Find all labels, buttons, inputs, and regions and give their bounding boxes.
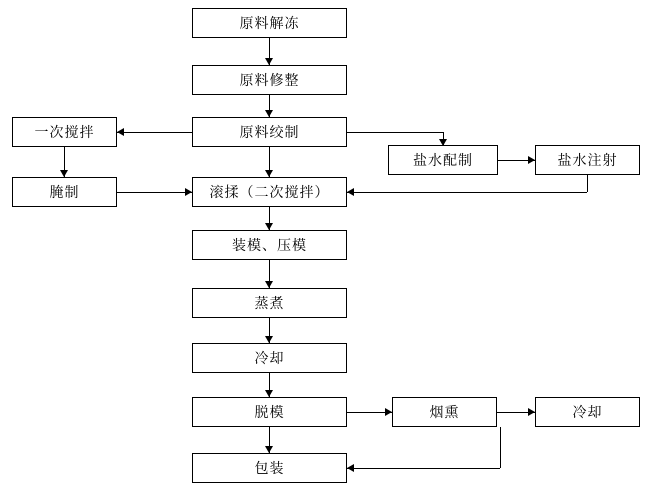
arrowhead-cooling-to-demolding <box>265 390 273 397</box>
arrowhead-grind-to-tumbling <box>265 170 273 177</box>
node-label: 腌制 <box>49 185 80 201</box>
node-first-mixing <box>12 117 117 147</box>
edge-brine-injection-to-tumbling <box>347 192 587 193</box>
node-label: 蒸煮 <box>254 296 285 312</box>
edge-curing-to-tumbling <box>117 192 192 193</box>
arrowhead-grind-to-first-mixing <box>117 128 124 136</box>
node-tumbling <box>192 177 347 207</box>
node-label: 包装 <box>254 461 285 477</box>
arrowhead-thaw-to-trim <box>265 58 273 65</box>
node-smoking <box>392 397 497 427</box>
edge-grind-to-first-mixing <box>117 132 192 133</box>
node-label: 原料解冻 <box>239 16 300 32</box>
arrowhead-demolding-to-packaging <box>265 446 273 453</box>
arrowhead-cooling2-to-packaging <box>347 464 354 472</box>
arrowhead-brine-prep-to-injection <box>528 156 535 164</box>
node-label: 盐水注射 <box>557 153 618 169</box>
node-curing <box>12 177 117 207</box>
node-label: 烟熏 <box>429 405 460 421</box>
node-thaw <box>192 8 347 38</box>
arrowhead-cooking-to-cooling <box>265 336 273 343</box>
arrowhead-trim-to-grind <box>265 110 273 117</box>
node-packaging <box>192 453 347 483</box>
edge-grind-to-brine-prep-horizontal <box>347 132 443 133</box>
arrowhead-demolding-to-smoking <box>385 408 392 416</box>
node-label: 原料修整 <box>239 73 300 89</box>
node-label: 冷却 <box>572 405 603 421</box>
node-brine-preparation <box>388 145 498 175</box>
node-grind <box>192 117 347 147</box>
arrowhead-molding-to-cooking <box>265 281 273 288</box>
node-label: 装模、压模 <box>232 238 307 254</box>
node-label: 冷却 <box>254 351 285 367</box>
edge-brine-injection-down <box>587 175 588 192</box>
node-cooking <box>192 288 347 318</box>
node-cooling-second <box>535 397 640 427</box>
edge-cooling2-to-packaging <box>347 468 500 469</box>
node-label: 一次搅拌 <box>34 125 95 141</box>
node-molding <box>192 230 347 260</box>
node-label: 盐水配制 <box>413 153 473 169</box>
node-brine-injection <box>535 145 640 175</box>
arrowhead-tumbling-to-molding <box>265 223 273 230</box>
arrowhead-brine-injection-to-tumbling <box>347 188 354 196</box>
node-label: 滚揉（二次搅拌） <box>209 185 330 201</box>
node-label: 原料绞制 <box>239 125 300 141</box>
node-label: 脱模 <box>254 405 285 421</box>
arrowhead-first-mixing-to-curing <box>60 170 68 177</box>
arrowhead-curing-to-tumbling <box>185 188 192 196</box>
arrowhead-smoking-to-cooling2 <box>528 408 535 416</box>
edge-cooling2-down <box>500 427 501 468</box>
node-demolding <box>192 397 347 427</box>
node-trim <box>192 65 347 95</box>
node-cooling-first <box>192 343 347 373</box>
